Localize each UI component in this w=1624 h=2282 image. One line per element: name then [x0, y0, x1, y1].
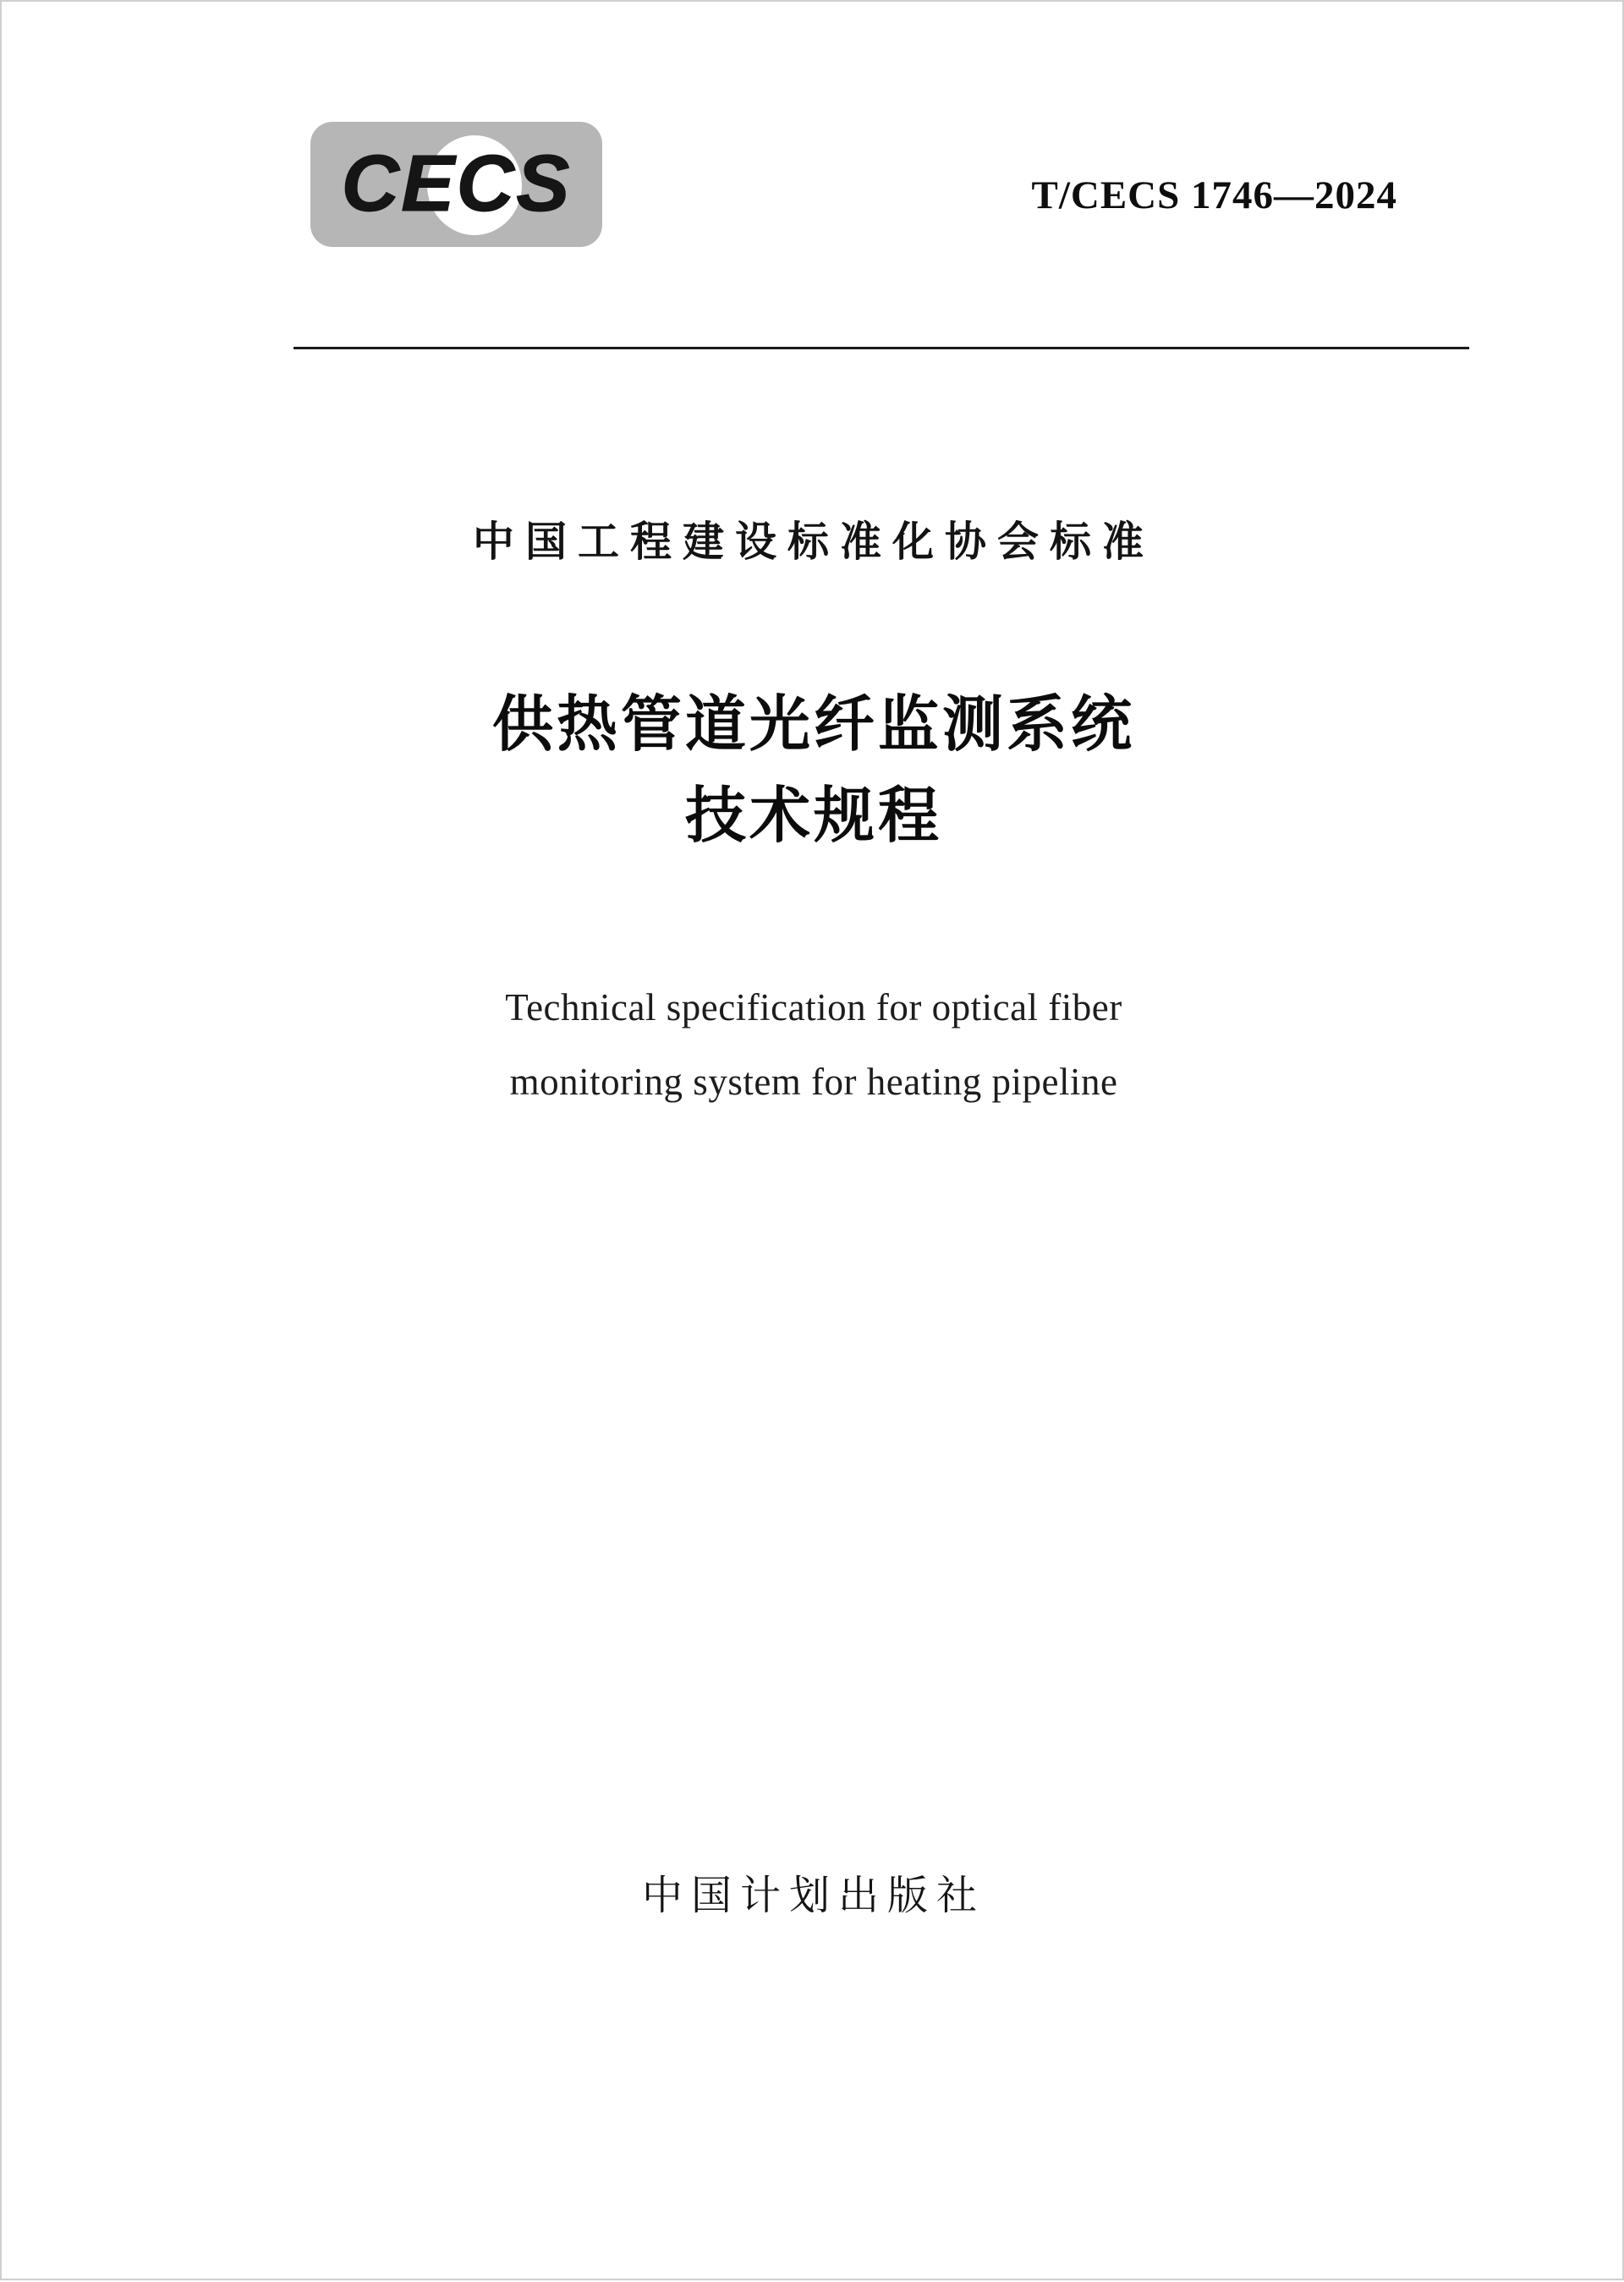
english-title — [2, 970, 1624, 1119]
page-title-line-1: 供热管道光纤监测系统 — [491, 688, 1135, 760]
english-title-line-1: Technical specification for optical fiber — [505, 986, 1122, 1029]
cover-content — [2, 2, 1624, 2282]
standard-number: T/CECS 1746—2024 — [1031, 173, 1397, 217]
header-divider — [294, 347, 1469, 349]
english-title-line-2: monitoring system for heating pipeline — [509, 1061, 1118, 1103]
page-title — [2, 678, 1624, 861]
page-title-line-2: 技术规程 — [684, 780, 942, 851]
cecs-logo — [310, 110, 602, 258]
publisher-name: 中国计划出版社 — [641, 1872, 985, 1919]
cover-header — [289, 95, 1465, 306]
logo-text: CECS — [341, 139, 572, 228]
organization-line: 中国工程建设标准化协会标准 — [472, 517, 1155, 566]
